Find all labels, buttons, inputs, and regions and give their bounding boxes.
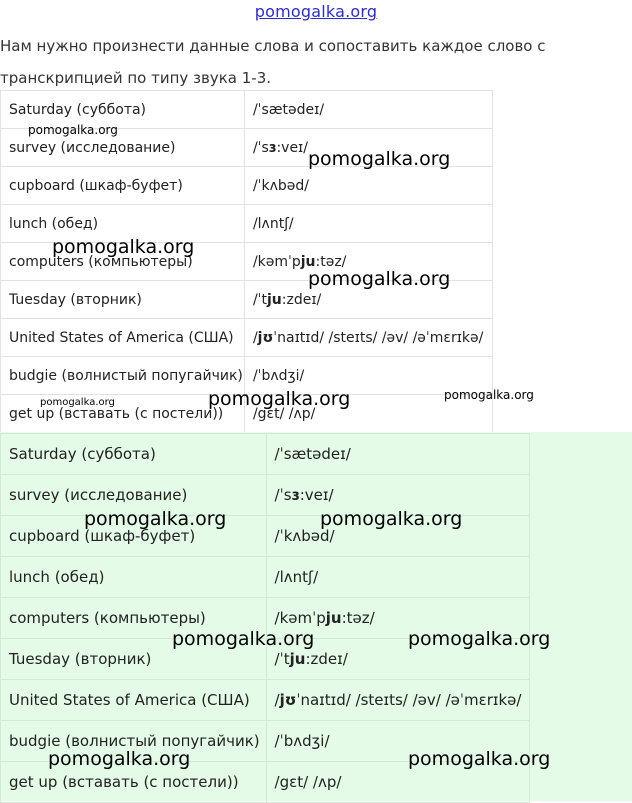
watermark: pomogalka.org [308,148,451,170]
watermark: pomogalka.org [84,508,227,530]
transcription-pre: /ˈkʌbəd/ [252,177,309,194]
transcription-pre: /lʌntʃ/ [274,568,319,586]
transcription-cell [266,557,529,598]
transcription-post: :zdeɪ/ [281,291,322,308]
word-cell: Tuesday (вторник) [1,281,245,319]
table-row [1,167,493,205]
word-cell: lunch (обед) [1,557,267,598]
word-cell: Saturday (суббота) [1,434,267,475]
transcription-bold: ju [325,609,342,627]
transcription-bold: jʊ [257,329,274,346]
transcription-pre: /ˈsætədeɪ/ [274,445,351,463]
transcription-cell [244,319,492,357]
table-row [1,557,530,598]
watermark: pomogalka.org [40,397,115,408]
transcription-pre: /kəmˈp [252,253,301,270]
intro-text: Нам нужно произнести данные слова и сопоставить каждое слово с транскрипцией по типу звука 1-3. [0,37,546,87]
transcription-pre: /kəmˈp [274,609,326,627]
transcription-table-1 [0,90,493,433]
transcription-pre: /ˈs [274,486,292,504]
watermark: pomogalka.org [444,388,534,402]
transcription-pre: /lʌntʃ/ [252,215,294,232]
watermark: pomogalka.org [208,388,351,410]
word-cell: computers (компьютеры) [1,243,245,281]
transcription-post: ˈnaɪtɪd/ /steɪts/ /əv/ /əˈmɛrɪkə/ [273,329,484,346]
transcription-cell [244,205,492,243]
transcription-post: :təz/ [315,253,347,270]
word-cell: United States of America (США) [1,680,267,721]
word-cell: budgie (волнистый попугайчик) [1,357,245,395]
transcription-cell [266,434,529,475]
transcription-bold: ɜ [291,486,300,504]
transcription-pre: / [274,691,280,709]
word-cell: survey (исследование) [1,129,245,167]
transcription-cell [244,167,492,205]
transcription-pre: /gɛt/ /ʌp/ [274,773,342,791]
transcription-post: :təz/ [341,609,375,627]
transcription-bold: ju [300,253,316,270]
watermark: pomogalka.org [408,748,551,770]
watermark: pomogalka.org [48,748,191,770]
word-cell: Tuesday (вторник) [1,639,267,680]
watermark: pomogalka.org [52,236,195,258]
transcription-bold: ju [289,650,306,668]
word-cell: budgie (волнистый попугайчик) [1,721,267,762]
word-cell: lunch (обед) [1,205,245,243]
header-watermark[interactable]: pomogalka.org [254,2,378,21]
transcription-pre: / [252,329,258,346]
transcription-pre: /ˈs [252,139,269,156]
transcription-bold: ju [267,291,282,308]
word-cell: Saturday (суббота) [1,91,245,129]
transcription-pre: /ˈbʌdʒi/ [252,367,305,384]
table-row [1,680,530,721]
transcription-pre: /ˈt [252,291,267,308]
transcription-cell [244,91,492,129]
word-cell: survey (исследование) [1,475,267,516]
watermark: pomogalka.org [408,628,551,650]
transcription-pre: /gɛt/ /ʌp/ [252,405,316,422]
watermark: pomogalka.org [172,628,315,650]
transcription-pre: /ˈsætədeɪ/ [252,101,325,118]
word-cell: United States of America (США) [1,319,245,357]
table-row [1,434,530,475]
watermark: pomogalka.org [28,123,118,137]
word-cell: get up (вставать (с постели)) [1,395,245,433]
transcription-cell [266,680,529,721]
transcription-post: ˈnaɪtɪd/ /steɪts/ /əv/ /əˈmɛrɪkə/ [296,691,522,709]
transcription-post: :veɪ/ [299,486,334,504]
word-cell: cupboard (шкаф-буфет) [1,167,245,205]
word-cell: computers (компьютеры) [1,598,267,639]
transcription-bold: jʊ [279,691,297,709]
transcription-pre: /ˈt [274,650,290,668]
transcription-post: :zdeɪ/ [305,650,348,668]
word-cell: cupboard (шкаф-буфет) [1,516,267,557]
transcription-bold: ɜ [268,139,277,156]
transcription-pre: /ˈbʌdʒi/ [274,732,330,750]
transcription-pre: /ˈkʌbəd/ [274,527,335,545]
table-row [1,319,493,357]
transcription-post: :veɪ/ [276,139,308,156]
watermark: pomogalka.org [320,508,463,530]
watermark: pomogalka.org [308,268,451,290]
word-cell: get up (вставать (с постели)) [1,762,267,803]
